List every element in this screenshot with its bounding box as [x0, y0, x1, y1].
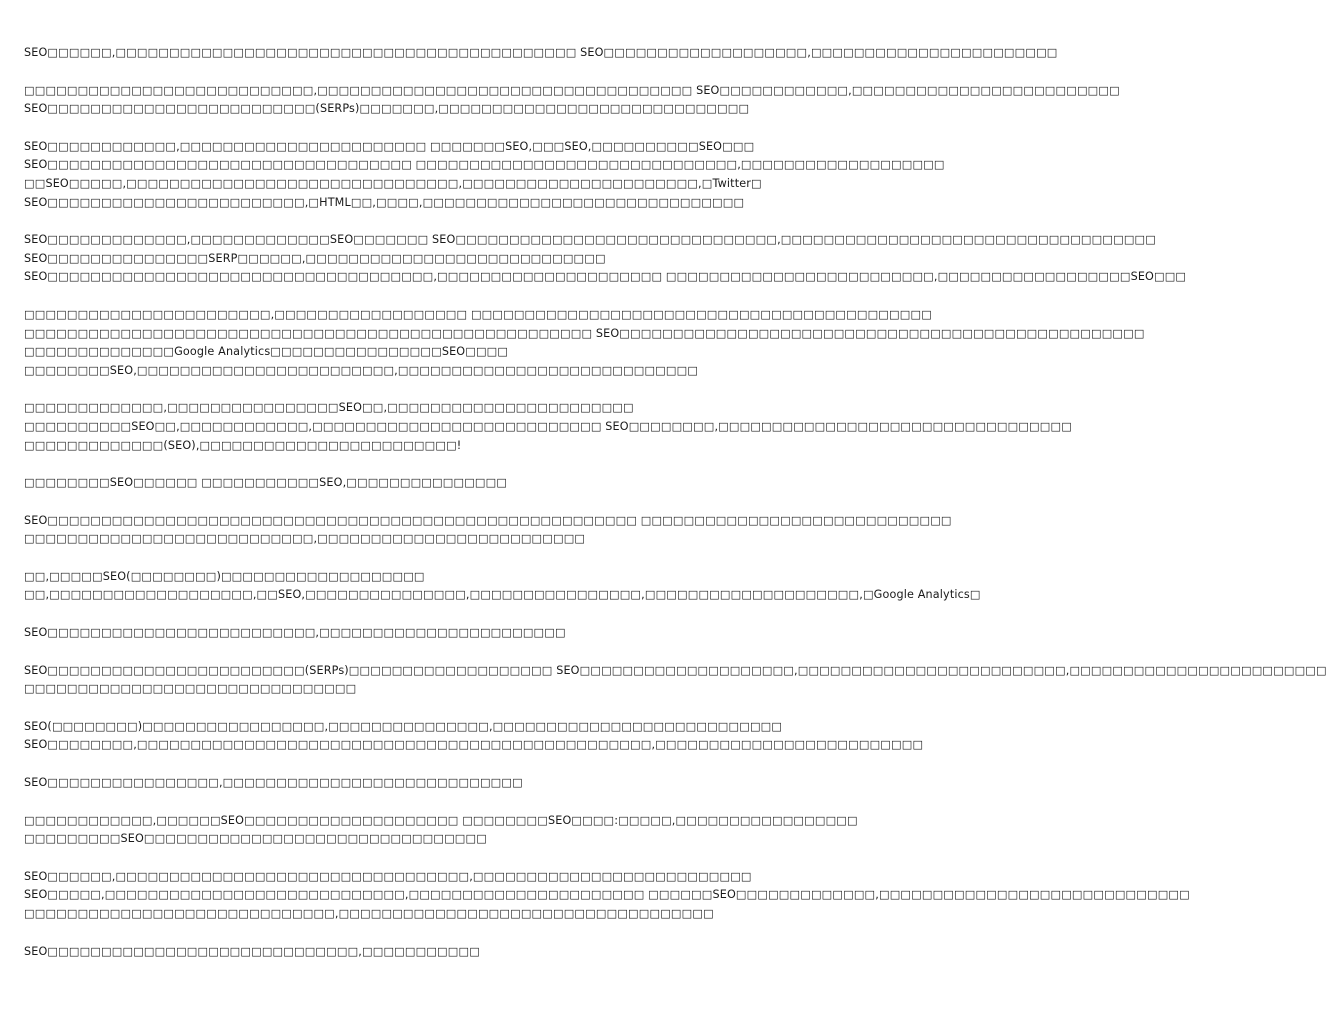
text-line: □□□□□□□□□□□□□□□□□□□□□□□□□□□□□,□□□□□□□□□□□□□□□□□□□□□□□□□□□□□□□□□□□	[24, 907, 714, 920]
text-line: □□,□□□□□□□□□□□□□□□□□□□,□□SEO,□□□□□□□□□□□□□□□,□□□□□□□□□□□□□□□□,□□□□□□□□□□□□□□□□□□□□,□Google Analytics□	[24, 588, 981, 602]
text-line: SEO□□□□□□□□□□□□□□□□□□□□□□□□□□□□□,□□□□□□□□□□□	[24, 944, 480, 958]
text-line: □□□□□□□□□□□□□□Google Analytics□□□□□□□□□□□□□□□□SEO□□□□	[24, 345, 509, 359]
text-line: □□□□□□□□□□□□□□□□□□□□□□□□□□□,□□□□□□□□□□□□□□□□□□□□□□□□□□□□□□□□□□□ SEO□□□□□□□□□□□□,□□□□□□□□□□□□□□□□□□□□□□□□□	[24, 83, 1120, 97]
paragraph	[24, 306, 1145, 380]
text-line: □□□□□□□□□□□□,□□□□□□SEO□□□□□□□□□□□□□□□□□□□□ □□□□□□□□SEO□□□□:□□□□□,□□□□□□□□□□□□□□□□□	[24, 813, 858, 827]
text-line: SEO□□□□□,□□□□□□□□□□□□□□□□□□□□□□□□□□□□,□□□□□□□□□□□□□□□□□□□□□□ □□□□□□SEO□□□□□□□□□□□□□,□□□□□□□□□□□□□□□□□□□□□□□□□□□□□	[24, 888, 1190, 902]
text-line: □□,□□□□□SEO(□□□□□□□□)□□□□□□□□□□□□□□□□□□□	[24, 569, 425, 583]
text-line: □□□□□□□□□□□□□□□□□□□□□□□,□□□□□□□□□□□□□□□□□□ □□□□□□□□□□□□□□□□□□□□□□□□□□□□□□□□□□□□□□□□□□□	[24, 307, 932, 321]
text-line: SEO□□□□□□□□,□□□□□□□□□□□□□□□□□□□□□□□□□□□□□□□□□□□□□□□□□□□□□□□□,□□□□□□□□□□□□□□□□□□□□□□□□□	[24, 738, 924, 752]
text-line: SEO□□□□□□,□□□□□□□□□□□□□□□□□□□□□□□□□□□□□□□□□,□□□□□□□□□□□□□□□□□□□□□□□□□□	[24, 869, 752, 883]
paragraph	[24, 943, 700, 962]
text-line: SEO□□□□□□□□□□□□□□□□□□□□□□□□(SERPs)□□□□□□□□□□□□□□□□□□□ SEO□□□□□□□□□□□□□□□□□□□□,□□□□□□□□□□□□□□□□□□□□□□□□□,□□□□□□□□□□□□□□□□□□□□□□□□	[24, 663, 1327, 677]
paragraph	[24, 568, 981, 605]
text-line: SEO□□□□□□□□□□□□□□□□□□□□□□□□□□□□□□□□□□ □□□□□□□□□□□□□□□□□□□□□□□□□□□□□□,□□□□□□□□□□□□□□□□□□□	[24, 158, 945, 172]
paragraph	[24, 868, 1190, 924]
text-line: □□□□□□□□□□□□□□□□□□□□□□□□□□□□□□□	[24, 682, 357, 696]
paragraph	[24, 812, 858, 849]
text-line: □□□□□□□□□□□□□□□□□□□□□□□□□□□□□□□□□□□□□□□□□□□□□□□□□□□□□ SEO□□□□□□□□□□□□□□□□□□□□□□□□□□□□□□□□□□□□□□□□□□□□□□□□□	[24, 326, 1145, 340]
text-line: □□□□□□□□SEO□□□□□□ □□□□□□□□□□□SEO,□□□□□□□□□□□□□□□	[24, 476, 508, 490]
paragraph	[24, 82, 1120, 119]
text-line: SEO□□□□□□□□□□□□□,□□□□□□□□□□□□□SEO□□□□□□□ SEO□□□□□□□□□□□□□□□□□□□□□□□□□□□□□□,□□□□□□□□□□□□□□□□□□□□□□□□□□□□□□□□□□□	[24, 233, 1156, 247]
text-line: □□□□□□□□□□□□□(SEO),□□□□□□□□□□□□□□□□□□□□□□□□!	[24, 438, 462, 452]
paragraph	[24, 44, 1058, 63]
paragraph	[24, 512, 952, 549]
paragraph	[24, 399, 1072, 455]
paragraph	[24, 718, 924, 755]
text-line: □□□□□□□□□□SEO□□,□□□□□□□□□□□□,□□□□□□□□□□□□□□□□□□□□□□□□□□□ SEO□□□□□□□□,□□□□□□□□□□□□□□□□□□□□□□□□□□□□□□□□□	[24, 419, 1072, 433]
document-body	[24, 44, 1327, 980]
text-line: SEO□□□□□□□□□□□□□□□□□□□□□□□□□(SERPs)□□□□□□□,□□□□□□□□□□□□□□□□□□□□□□□□□□□□□	[24, 102, 750, 116]
paragraph	[24, 474, 700, 493]
paragraph	[24, 138, 945, 212]
paragraph	[24, 231, 1187, 287]
text-line: SEO□□□□□□□□□□□□□□□□□□□□□□□□□□□□□□□□□□□□□□□□□□□□□□□□□□□□□□□ □□□□□□□□□□□□□□□□□□□□□□□□□□□□□	[24, 513, 952, 527]
text-line: SEO□□□□□□□□□□□□□□□SERP□□□□□□,□□□□□□□□□□□□□□□□□□□□□□□□□□□□	[24, 251, 606, 265]
paragraph	[24, 774, 700, 793]
paragraph	[24, 662, 1327, 699]
text-line: SEO(□□□□□□□□)□□□□□□□□□□□□□□□□□,□□□□□□□□□□□□□□□,□□□□□□□□□□□□□□□□□□□□□□□□□□□	[24, 719, 783, 733]
text-line: SEO□□□□□□□□□□□□□□□□□□□□□□□□,□HTML□□,□□□□,□□□□□□□□□□□□□□□□□□□□□□□□□□□□□□	[24, 195, 745, 209]
text-line: SEO□□□□□□□□□□□□□□□□□□□□□□□□□,□□□□□□□□□□□□□□□□□□□□□□□	[24, 626, 566, 640]
paragraph	[24, 624, 700, 643]
text-line: □□□□□□□□□□□□□□□□□□□□□□□□□□□,□□□□□□□□□□□□□□□□□□□□□□□□□	[24, 532, 586, 546]
text-line: □□□□□□□□□SEO□□□□□□□□□□□□□□□□□□□□□□□□□□□□□□□□	[24, 832, 487, 846]
text-line: □□SEO□□□□□,□□□□□□□□□□□□□□□□□□□□□□□□□□□□□□□,□□□□□□□□□□□□□□□□□□□□□□,□Twitter□	[24, 176, 762, 190]
text-line: SEO□□□□□□,□□□□□□□□□□□□□□□□□□□□□□□□□□□□□□□□□□□□□□□□□□□ SEO□□□□□□□□□□□□□□□□□□□,□□□□□□□□□□□□□□□□□□□□□□□	[24, 46, 1058, 59]
text-line: SEO□□□□□□□□□□□□,□□□□□□□□□□□□□□□□□□□□□□□ □□□□□□□SEO,□□□SEO,□□□□□□□□□□SEO□□□	[24, 139, 755, 153]
text-line: □□□□□□□□□□□□□,□□□□□□□□□□□□□□□□SEO□□,□□□□□□□□□□□□□□□□□□□□□□□	[24, 401, 634, 415]
text-line: □□□□□□□□SEO,□□□□□□□□□□□□□□□□□□□□□□□□,□□□□□□□□□□□□□□□□□□□□□□□□□□□□	[24, 363, 699, 377]
text-line: SEO□□□□□□□□□□□□□□□□,□□□□□□□□□□□□□□□□□□□□□□□□□□□□	[24, 776, 523, 790]
text-line: SEO□□□□□□□□□□□□□□□□□□□□□□□□□□□□□□□□□□□□,□□□□□□□□□□□□□□□□□□□□□ □□□□□□□□□□□□□□□□□□□□□□□□□,□□□□□□□□□□□□□□□□□□SEO□□□	[24, 270, 1187, 284]
